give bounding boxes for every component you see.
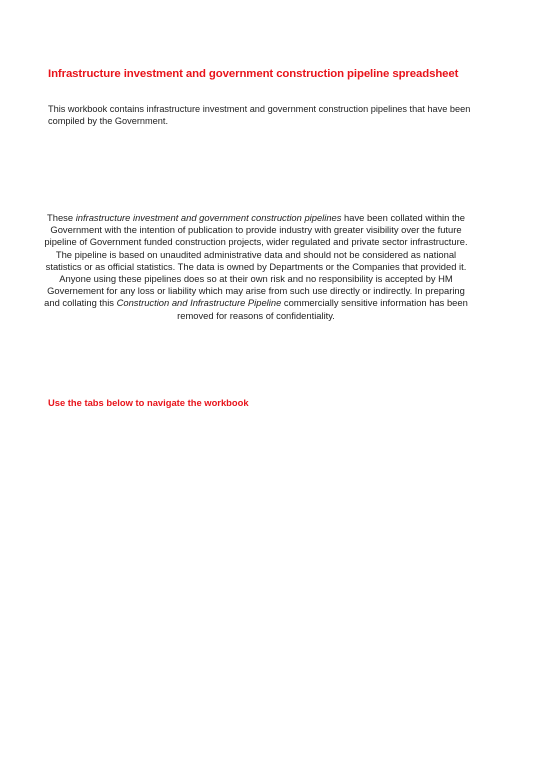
navigation-note: Use the tabs below to navigate the workbook (48, 397, 249, 408)
disclaimer-italic-pipeline-name: Construction and Infrastructure Pipeline (116, 297, 282, 309)
disclaimer-text-1: These (47, 212, 76, 223)
intro-paragraph: This workbook contains infrastructure investment and government construction pipelines that have been compiled by the Government. (48, 104, 471, 126)
disclaimer-text-3: commercially sensitive information has been removed for reasons of confidentiality. (177, 297, 468, 321)
page-title: Infrastructure investment and government construction pipeline spreadsheet (48, 68, 459, 80)
disclaimer-italic-pipelines: infrastructure investment and government construction pipelines (75, 212, 342, 223)
disclaimer-paragraph (40, 212, 472, 322)
disclaimer-text-2: have been collated within the Government with the intention of publication to provide industry with greater visibility over the future pipeline of Government funded construction projects, wider regulated and private sector infrastructure. The pipeline is based on unaudited administrative data and should not be considered as national statistics or as official statistics. The data is owned by Departments or the Companies that provided it. Anyone using these pipelines does so at their own risk and no responsibility is accepted by HM Governement for any loss or liability which may arise from such use directly or indirectly. In preparing and collating this (44, 212, 468, 309)
